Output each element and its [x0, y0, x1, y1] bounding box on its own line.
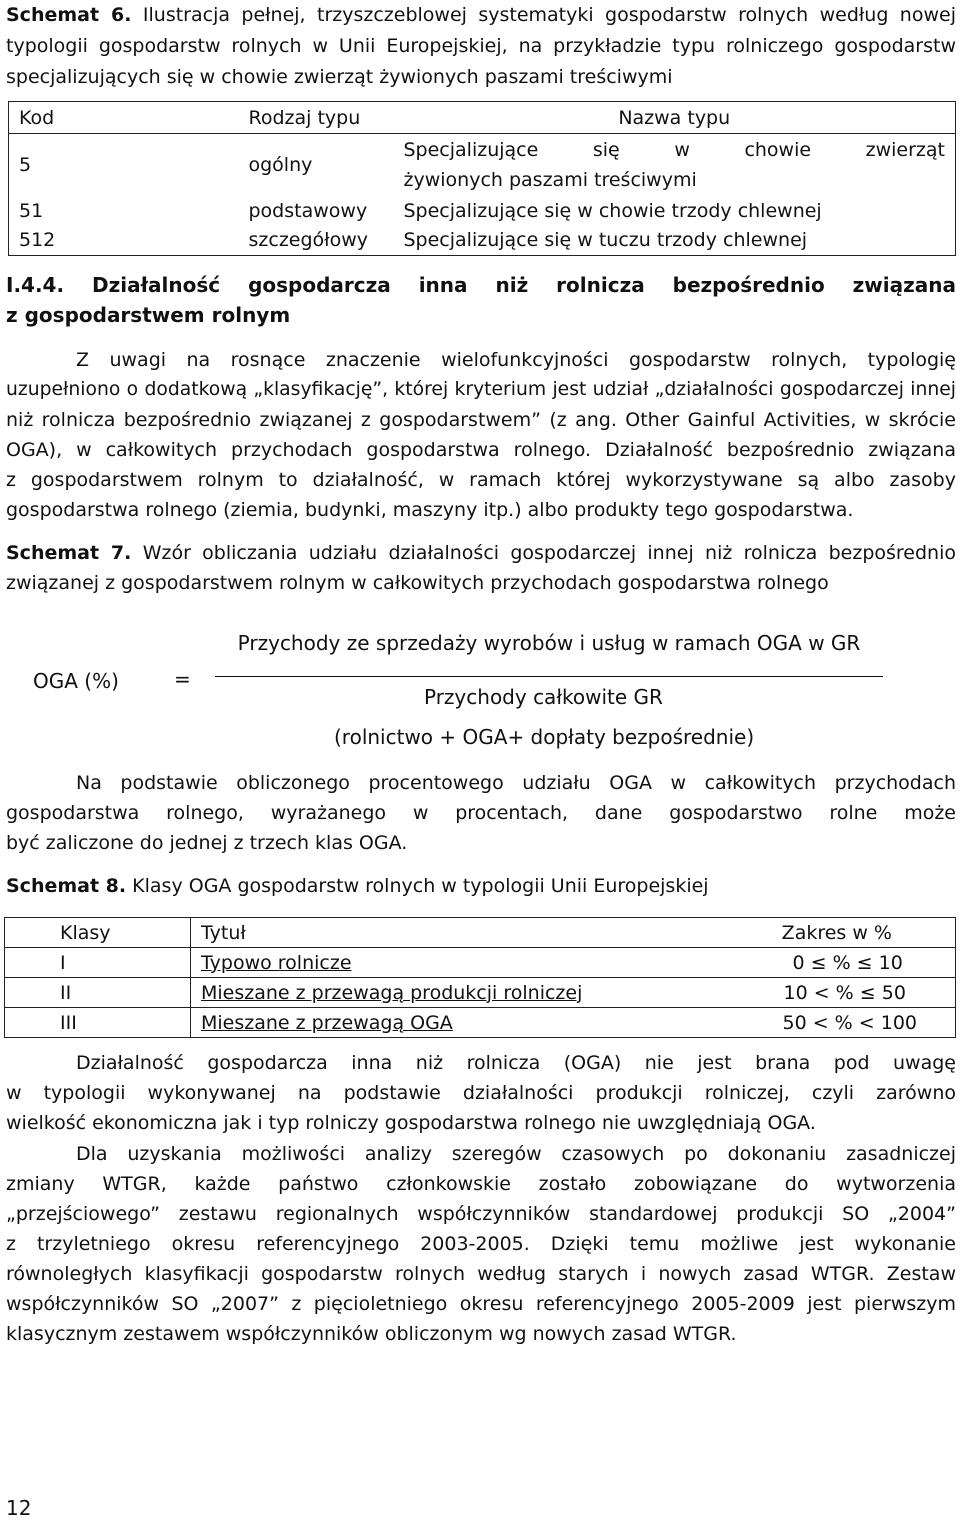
table-row — [9, 226, 956, 256]
cell-zakres: 50 < % < 100 — [709, 1008, 956, 1038]
caption-line: Schemat 6. Ilustracja pełnej, trzyszczeblowej systematyki gospodarstw rolnych według nowej — [6, 4, 956, 26]
paragraph-oga-classes: Na podstawie obliczonego procentowego udziału OGA w całkowitych przychodach gospodarstwa rolnego, wyrażanego w procentach, dane gospodarstwo rolne może być zaliczone do jednej z trzech klas OGA. — [6, 772, 956, 854]
paragraph-oga-intro: Z uwagi na rosnące znaczenie wielofunkcyjności gospodarstw rolnych, typologię uzupełniono o dodatkową „klasyfikację”, której kryterium jest udział „działalności gospodarczej innej niż rolnicza bezpośrednio związanej z gospodarstwem” (z ang. Other Gainful Activities, w skrócie OGA), w całkowitych przychodach gospodarstwa rolnego. Działalność bezpośrednio związana z gospodarstwem rolnym to działalność, w ramach której wykorzystywane są albo zasoby gospodarstwa rolnego (ziemia, budynki, maszyny itp.) albo produkty tego gospodarstwa. — [6, 349, 956, 521]
cell-klasa: III — [5, 1008, 191, 1038]
cell-rodzaj: ogólny — [154, 134, 394, 196]
schemat6-caption — [6, 0, 956, 93]
section-heading: I.4.4. Działalność gospodarcza inna niż rolnicza bezpośrednio związana z gospodarstwem rolnym — [6, 273, 956, 327]
table-row — [5, 1008, 956, 1038]
cell-tytul: Typowo rolnicze — [191, 948, 709, 978]
typology-table — [8, 101, 956, 256]
formula-equals: = — [174, 667, 191, 691]
header-nazwa: Nazwa typu — [394, 102, 956, 134]
cell-tytul: Mieszane z przewagą produkcji rolniczej — [191, 978, 709, 1008]
cell-klasa: II — [5, 978, 191, 1008]
cell-klasa: I — [5, 948, 191, 978]
oga-classes-table — [4, 917, 956, 1038]
fraction-line — [215, 676, 883, 677]
caption-line: specjalizujących się w chowie zwierząt żywionych paszami treściwymi — [6, 66, 673, 88]
header-tytul: Tytuł — [191, 918, 709, 948]
table-header-row — [9, 102, 956, 134]
schemat8-title: Schemat 8. — [6, 875, 127, 897]
cell-nazwa: Specjalizujące się w chowie zwierząt żywionych paszami treściwymi — [394, 134, 956, 196]
header-zakres: Zakres w % — [709, 918, 956, 948]
schemat6-title: Schemat 6. — [6, 4, 132, 26]
table-row — [5, 978, 956, 1008]
caption-line: typologii gospodarstw rolnych w Unii Europejskiej, na przykładzie typu rolniczego gospodarstw — [6, 35, 956, 57]
cell-kod: 51 — [9, 196, 154, 226]
schemat7-title: Schemat 7. — [6, 542, 132, 564]
schemat7-caption: Schemat 7. Wzór obliczania udziału działalności gospodarczej innej niż rolnicza bezpośrednio związanej z gospodarstwem rolnym w całkowitych przychodach gospodarstwa rolnego — [6, 542, 956, 594]
table-header-row — [5, 918, 956, 948]
cell-zakres: 0 ≤ % ≤ 10 — [709, 948, 956, 978]
table-row — [9, 196, 956, 226]
table-row — [9, 134, 956, 196]
header-klasy: Klasy — [5, 918, 191, 948]
cell-rodzaj: szczegółowy — [154, 226, 394, 256]
formula-numerator: Przychody ze sprzedaży wyrobów i usług w ramach OGA w GR — [237, 631, 861, 655]
formula-lhs: OGA (%) — [33, 669, 119, 693]
cell-kod: 5 — [9, 134, 154, 196]
cell-nazwa: Specjalizujące się w tuczu trzody chlewnej — [394, 226, 956, 256]
cell-tytul: Mieszane z przewagą OGA — [191, 1008, 709, 1038]
cell-kod: 512 — [9, 226, 154, 256]
header-rodzaj: Rodzaj typu — [154, 102, 394, 134]
page-number: 12 — [6, 1496, 32, 1520]
cell-zakres: 10 < % ≤ 50 — [709, 978, 956, 1008]
cell-rodzaj: podstawowy — [248, 199, 368, 222]
paragraph-time-series: Dla uzyskania możliwości analizy szeregów czasowych po dokonaniu zasadniczej zmiany WTGR, każde państwo członkowskie zostało zobowiązane do wytworzenia „przejściowego” zestawu regionalnych współczynników standardowej produkcji SO „2004” z trzyletniego okresu referencyjnego 2003-2005. Dzięki temu możliwe jest wykonanie równoległych klasyfikacji gospodarstw rolnych według starych i nowych zasad WTGR. Zestaw współczynników SO „2007” z pięcioletniego okresu referencyjnego 2005-2009 jest pierwszym klasycznym zestawem współczynników obliczonym wg nowych zasad WTGR. — [6, 1143, 956, 1345]
paragraph-oga-typology: Działalność gospodarcza inna niż rolnicza (OGA) nie jest brana pod uwagę w typologii wykonywanej na podstawie działalności produkcji rolniczej, czyli zarówno wielkość ekonomiczna jak i typ rolniczy gospodarstwa rolnego nie uwzględniają OGA. — [6, 1052, 956, 1134]
formula-denominator: Przychody całkowite GR — [424, 685, 663, 709]
table-row — [5, 948, 956, 978]
cell-nazwa: Specjalizujące się w chowie trzody chlewnej — [394, 196, 956, 226]
header-kod: Kod — [9, 102, 154, 134]
schemat8-caption: Schemat 8. Klasy OGA gospodarstw rolnych w typologii Unii Europejskiej — [6, 875, 709, 897]
formula-denominator-note: (rolnictwo + OGA+ dopłaty bezpośrednie) — [334, 725, 755, 749]
